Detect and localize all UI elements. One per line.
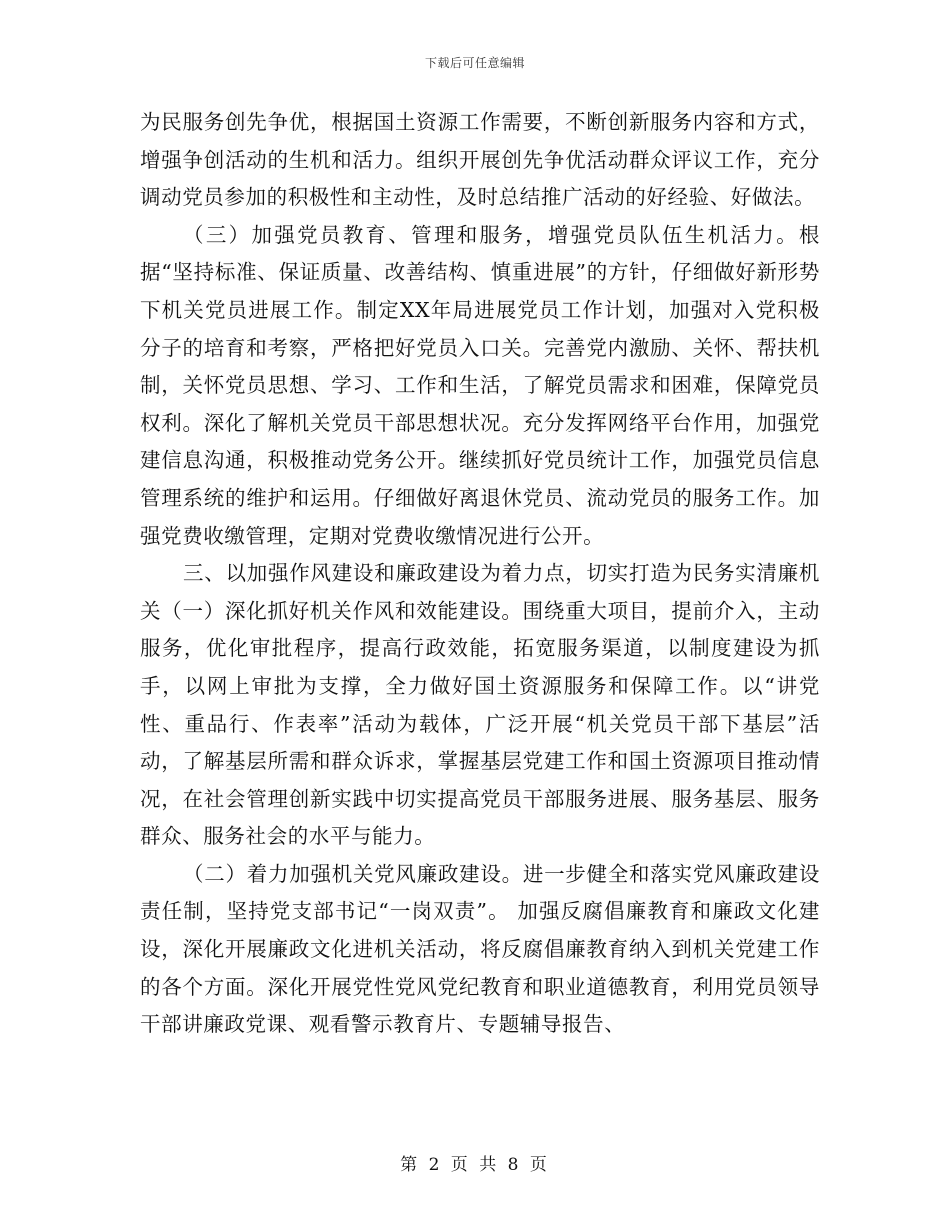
- paragraph-3: 三、以加强作风建设和廉政建设为着力点，切实打造为民务实清廉机关（一）深化抓好机关作风和效能建设。围绕重大项目，提前介入，主动服务，优化审批程序，提高行政效能，拓宽服务渠道，以制度建设为抓手，以网上审批为支撑，全力做好国土资源服务和保障工作。以“讲党性、重品行、作表率”活动为载体，广泛开展“机关党员干部下基层”活动，了解基层所需和群众诉求，掌握基层党建工作和国土资源项目推动情况，在社会管理创新实践中切实提高党员干部服务进展、服务基层、服务群众、服务社会的水平与能力。: [140, 561, 820, 849]
- paragraph-2: （三）加强党员教育、管理和服务，增强党员队伍生机活力。根据“坚持标准、保证质量、改善结构、慎重进展”的方针，仔细做好新形势下机关党员进展工作。制定XX年局进展党员工作计划，加强对入党积极分子的培育和考察，严格把好党员入口关。完善党内激励、关怀、帮扶机制，关怀党员思想、学习、工作和生活，了解党员需求和困难，保障党员权利。深化了解机关党员干部思想状况。充分发挥网络平台作用，加强党建信息沟通，积极推动党务公开。继续抓好党员统计工作，加强党员信息管理系统的维护和运用。仔细做好离退休党员、流动党员的服务工作。加强党费收缴管理，定期对党费收缴情况进行公开。: [140, 222, 820, 548]
- page-header: 下载后可任意编辑: [424, 56, 525, 70]
- paragraph-1: 为民服务创先争优，根据国土资源工作需要，不断创新服务内容和方式，增强争创活动的生机和活力。组织开展创先争优活动群众评议工作，充分调动党员参加的积极性和主动性，及时总结推广活动的好经验、好做法。: [140, 110, 820, 210]
- paragraph-4: （二）着力加强机关党风廉政建设。进一步健全和落实党风廉政建设责任制，坚持党支部书记“一岗双责”。 加强反腐倡廉教育和廉政文化建设，深化开展廉政文化进机关活动，将反腐倡廉教育纳入到机关党建工作的各个方面。深化开展党性党风党纪教育和职业道德教育，利用党员领导干部讲廉政党课、观看警示教育片、专题辅导报告、: [140, 861, 820, 1037]
- page-number: 第 2 页 共 8 页: [400, 1155, 550, 1175]
- document-body: [140, 104, 820, 1044]
